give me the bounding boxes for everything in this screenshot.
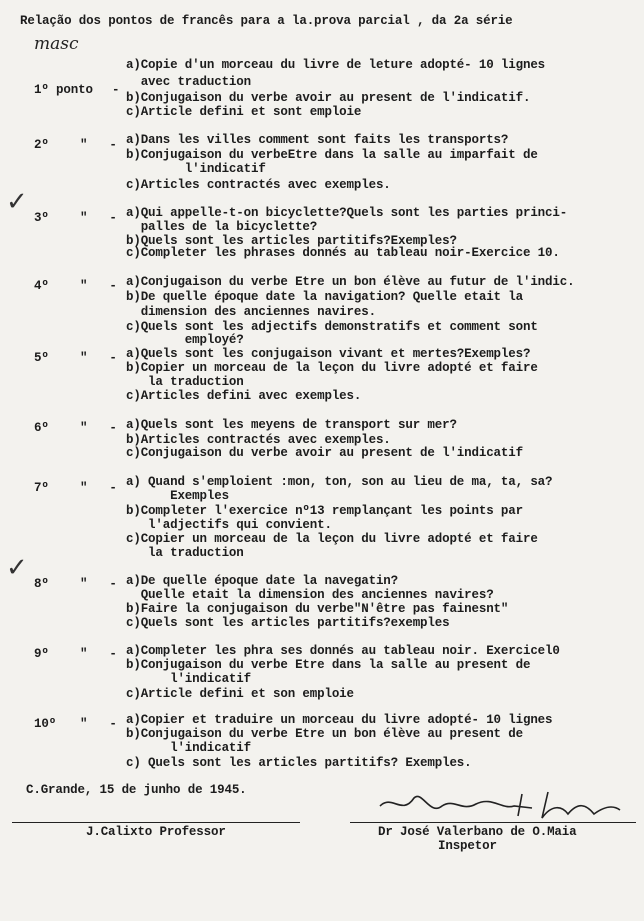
point-line: b)Articles contractés avec exemples.: [126, 433, 391, 447]
point-line: l'indicatif: [126, 741, 251, 755]
point-line: a)Copie d'un morceau du livre de leture adopté- 10 lignes: [126, 58, 546, 72]
signature-scrawl: [372, 786, 632, 826]
signature-line-left: [12, 822, 300, 823]
point-line: la traduction: [126, 546, 244, 560]
point-number: 8º: [34, 577, 49, 591]
point-dash: " -: [80, 577, 117, 591]
point-line: a) Quand s'emploient :mon, ton, son au lieu de ma, ta, sa?: [126, 475, 553, 489]
point-dash: " -: [80, 421, 117, 435]
point-dash: " -: [80, 279, 117, 293]
right-signer-role: Inspetor: [438, 839, 497, 853]
point-dash: " -: [80, 351, 117, 365]
point-number: 9º: [34, 647, 49, 661]
point-number: 10º: [34, 717, 57, 731]
point-dash: " -: [80, 211, 117, 225]
point-number: 6º: [34, 421, 49, 435]
point-line: c)Articles contractés avec exemples.: [126, 178, 391, 192]
point-dash: " -: [80, 717, 117, 731]
point-number: 7º: [34, 481, 49, 495]
point-line: a)De quelle époque date la navegatin?: [126, 574, 398, 588]
point-line: c)Quels sont les adjectifs demonstratifs et comment sont: [126, 320, 538, 334]
point-line: b)Conjugaison du verbe Etre un bon élève au present de: [126, 727, 523, 741]
point-line: c)Completer les phrases donnés au tableau noir-Exercice 10.: [126, 246, 560, 260]
check-mark-icon: ✓: [6, 187, 28, 217]
point-line: b)Conjugaison du verbe avoir au present de l'indicatif.: [126, 91, 531, 105]
point-line: a)Copier et traduire un morceau du livre adopté- 10 lignes: [126, 713, 553, 727]
right-signer: Dr José Valerbano de O.Maia: [378, 825, 577, 839]
point-line: c) Quels sont les articles partitifs? Exemples.: [126, 756, 472, 770]
document-title: Relação dos pontos de francês para a la.prova parcial , da 2a série: [20, 14, 513, 28]
point-line: c)Article defini et sont emploie: [126, 105, 362, 119]
point-number: 1º ponto: [34, 83, 93, 97]
point-line: c)Conjugaison du verbe avoir au present de l'indicatif: [126, 446, 523, 460]
point-line: a)Quels sont les conjugaison vivant et mertes?Exemples?: [126, 347, 531, 361]
point-line: palles de la bicyclette?: [126, 220, 318, 234]
point-line: c)Copier un morceau de la leçon du livre adopté et faire: [126, 532, 538, 546]
point-line: c)Article defini et son emploie: [126, 687, 354, 701]
point-number: 2º: [34, 138, 49, 152]
point-line: la traduction: [126, 375, 244, 389]
point-line: a)Quels sont les meyens de transport sur mer?: [126, 418, 457, 432]
point-line: avec traduction: [126, 75, 251, 89]
point-line: Quelle etait la dimension des anciennes navires?: [126, 588, 494, 602]
point-line: b)De quelle époque date la navigation? Quelle etait la: [126, 290, 523, 304]
point-line: c)Articles defini avec exemples.: [126, 389, 362, 403]
signature-line-right: [350, 822, 636, 823]
left-signer: J.Calixto Professor: [86, 825, 226, 839]
point-line: c)Quels sont les articles partitifs?exemples: [126, 616, 450, 630]
point-line: b)Faire la conjugaison du verbe"N'être pas fainesnt": [126, 602, 509, 616]
place-date: C.Grande, 15 de junho de 1945.: [26, 783, 247, 797]
point-line: a)Dans les villes comment sont faits les transports?: [126, 133, 509, 147]
check-mark-icon: ✓: [6, 553, 28, 583]
point-number: 4º: [34, 279, 49, 293]
point-line: b)Completer l'exercice nº13 remplançant les points par: [126, 504, 523, 518]
point-dash: " -: [80, 138, 117, 152]
point-line: b)Copier un morceau de la leçon du livre adopté et faire: [126, 361, 538, 375]
point-line: dimension des anciennes navires.: [126, 305, 376, 319]
point-dash: " -: [80, 481, 117, 495]
point-line: b)Conjugaison du verbeEtre dans la salle au imparfait de: [126, 148, 538, 162]
point-line: l'indicatif: [126, 162, 266, 176]
point-number: 3º: [34, 211, 49, 225]
handwritten-note: masc: [34, 34, 79, 54]
point-line: a)Completer les phra ses donnés au tableau noir. Exercicel0: [126, 644, 560, 658]
point-line: b)Conjugaison du verbe Etre dans la salle au present de: [126, 658, 531, 672]
point-line: b)Quels sont les articles partitifs?Exemples?: [126, 234, 457, 248]
point-number: 5º: [34, 351, 49, 365]
point-line: l'adjectifs qui convient.: [126, 518, 332, 532]
point-line: employé?: [126, 333, 244, 347]
point-line: a)Qui appelle-t-on bicyclette?Quels sont les parties princi-: [126, 206, 568, 220]
point-line: a)Conjugaison du verbe Etre un bon élève au futur de l'indic.: [126, 275, 575, 289]
point-line: l'indicatif: [126, 672, 251, 686]
point-dash: " -: [80, 647, 117, 661]
point-line: Exemples: [126, 489, 229, 503]
point-dash: -: [112, 83, 120, 97]
